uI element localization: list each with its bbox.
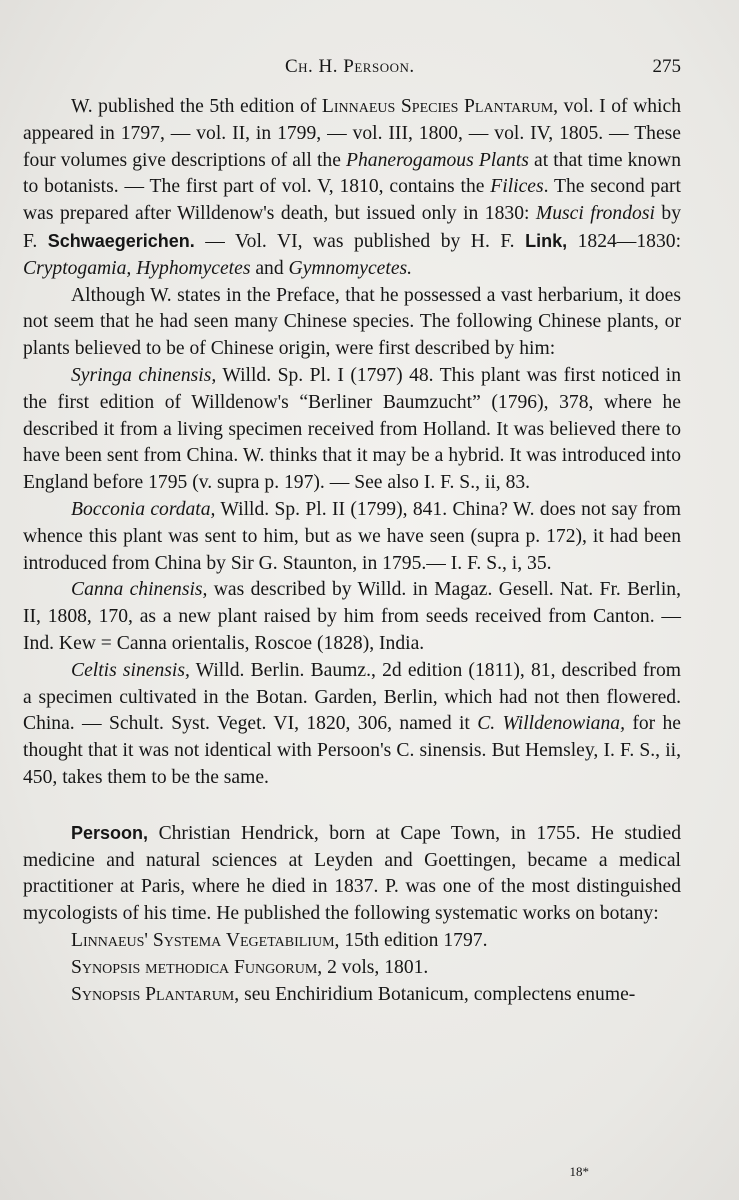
author-name: Link, [525, 230, 568, 251]
body-text [23, 94, 681, 1008]
section-gap [23, 792, 681, 820]
species-name: Bocconia cordata, [71, 498, 216, 520]
bibliography-item: Synopsis methodica Fungorum, 2 vols, 1801. [71, 956, 429, 978]
species-name: Canna chinensis, [71, 579, 208, 601]
species-name: Syringa chinensis, [71, 364, 217, 386]
bibliography-list [23, 928, 681, 1008]
paragraph-herbarium: Although W. states in the Preface, that he possessed a vast herbarium, it does not seem that he had seen many Chinese species. The following Chinese plants, or plants believed to be of Chinese origin, were first described by him: [23, 284, 681, 360]
paragraph-persoon-bio: Persoon, Christian Hendrick, born at Cape Town, in 1755. He studied medicine and natural sciences at Leyden and Goettingen, became a medical practitioner at Paris, where he died in 1837. P. was one of the most distinguished mycologists of his time. He published the following systematic works on botany: [23, 822, 681, 925]
running-head [23, 52, 681, 82]
entry-heading: Persoon, [71, 822, 149, 843]
paragraph-bocconia: Bocconia cordata, Willd. Sp. Pl. II (1799), 841. China? W. does not say from whence this plant was sent to him, but as we have seen (supra p. 172), it had been introduced from China by Sir G. Staunton, in 1795.— I. F. S., i, 35. [23, 498, 681, 574]
paragraph-canna: Canna chinensis, was described by Willd. in Magaz. Gesell. Nat. Fr. Berlin, II, 1808, 170, as a new plant raised by him from seeds received from Canton. — Ind. Kew = Canna orientalis, Roscoe (1828), India. [23, 579, 681, 654]
page-number: 275 [652, 56, 681, 77]
species-name: Celtis sinensis, [71, 659, 190, 681]
bibliography-item: Synopsis Plantarum, seu Enchiridium Botanicum, complectens enume- [71, 983, 636, 1005]
author-name: Schwaegerichen. [47, 230, 195, 251]
paragraph-syringa: Syringa chinensis, Willd. Sp. Pl. I (1797) 48. This plant was first noticed in the first edition of Willdenow's “Berliner Baumzucht” (1796), 378, where he described it from a living specimen received from Holland. It was believed there to have been sent from China. W. thinks that it may be a hybrid. It was introduced into England before 1795 (v. supra p. 197). — See also I. F. S., ii, 83. [23, 364, 681, 494]
paragraph-celtis: Celtis sinensis, Willd. Berlin. Baumz., 2d edition (1811), 81, described from a specimen cultivated in the Botan. Garden, Berlin, which had not then flowered. China. — Schult. Syst. Veget. VI, 1820, 306, named it C. Willdenowiana, for he thought that it was not identical with Persoon's C. sinensis. But Hemsley, I. F. S., ii, 450, takes them to be the same. [23, 659, 682, 788]
running-title: Ch. H. Persoon. [285, 56, 415, 77]
printer-signature: 18* [569, 1164, 589, 1179]
work-title: Linnaeus Species Plantarum [321, 96, 554, 117]
paragraph-willdenow-editions: W. published the 5th edition of Linnaeus Species Plantarum, vol. I of which appeared in 1797, — vol. II, in 1799, — vol. III, 1800, — vol. IV, 1805. — These four volumes give descriptions of all the Phanerogamous Plants at that time known to botanists. — The first part of vol. V, 1810, contains the Filices. The second part was prepared after Willdenow's death, but issued only in 1830: Musci frondosi by F. Schwaegerichen. — Vol. VI, was published by H. F. Link, 1824—1830: Cryptogamia, Hyphomycetes and Gymnomycetes. [23, 96, 682, 279]
bibliography-item: Linnaeus' Systema Vegetabilium, 15th edition 1797. [71, 929, 488, 951]
